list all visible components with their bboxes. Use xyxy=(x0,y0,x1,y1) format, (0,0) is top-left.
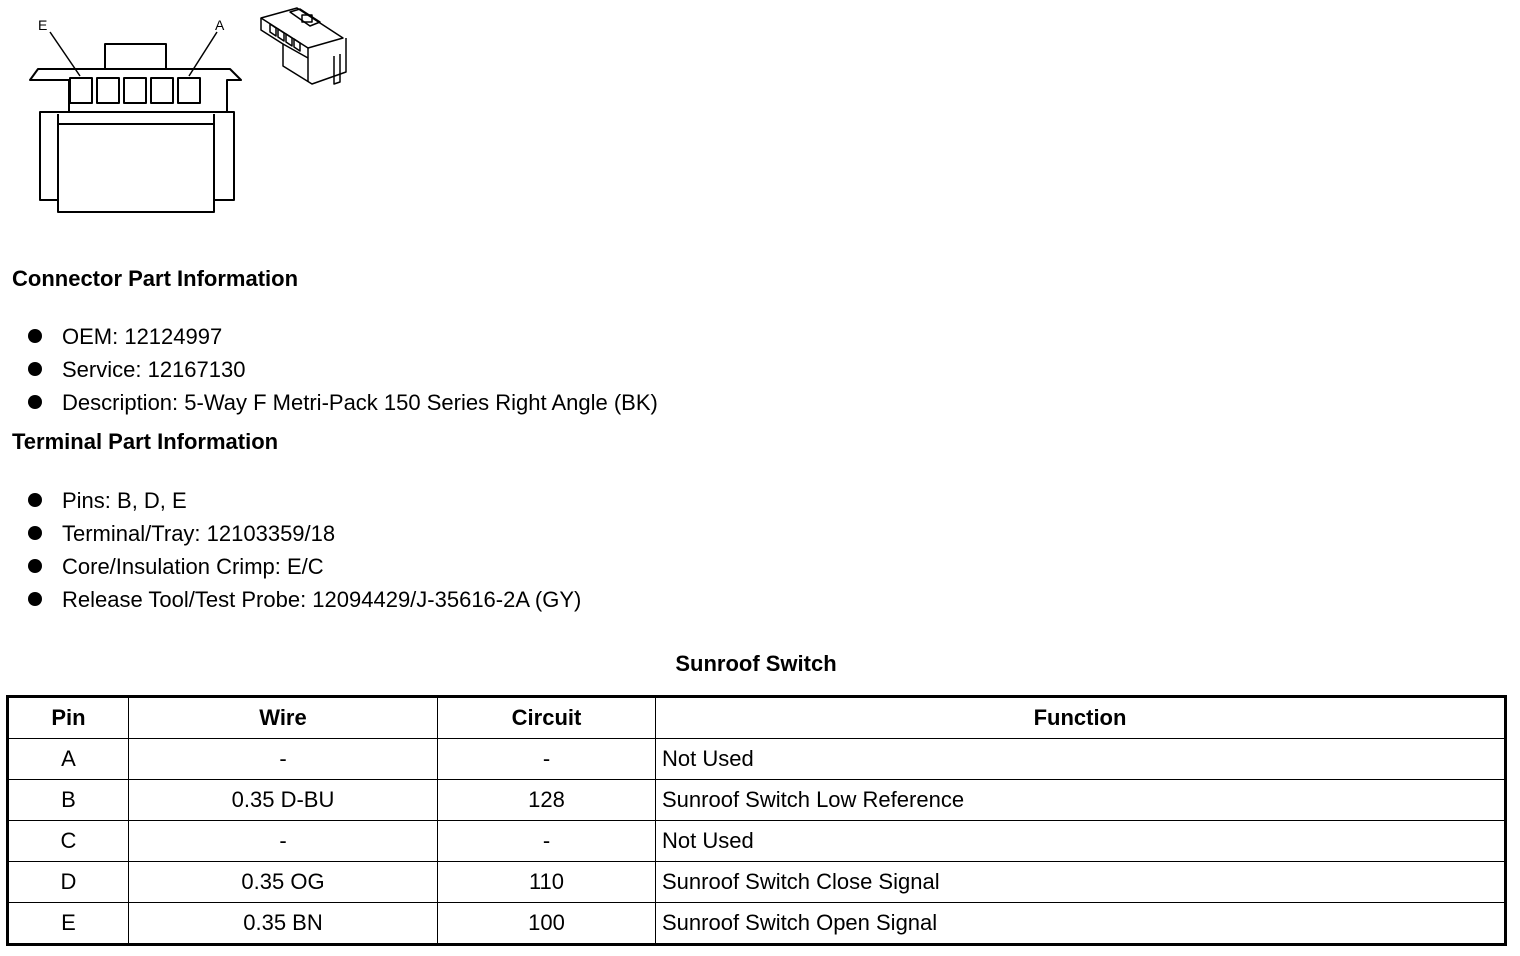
header-pin: Pin xyxy=(8,697,129,739)
connector-part-info-list xyxy=(28,320,658,419)
pin-cell: A xyxy=(8,739,129,780)
function-cell: Sunroof Switch Open Signal xyxy=(656,903,1506,945)
table-row xyxy=(8,862,1506,903)
connector-part-info-heading: Connector Part Information xyxy=(12,266,299,291)
connector-face-view xyxy=(30,32,241,212)
table-row xyxy=(8,739,1506,780)
description-text: Description: 5-Way F Metri-Pack 150 Series Right Angle (BK) xyxy=(62,390,658,415)
label-a: A xyxy=(215,17,225,33)
pin-cavity-c xyxy=(124,78,146,103)
crimp-text: Core/Insulation Crimp: E/C xyxy=(62,554,324,579)
bullet-icon xyxy=(28,329,42,343)
wire-cell: 0.35 OG xyxy=(129,862,438,903)
bullet-icon xyxy=(28,362,42,376)
table-row xyxy=(8,903,1506,945)
function-cell: Sunroof Switch Low Reference xyxy=(656,780,1506,821)
wire-cell: - xyxy=(129,739,438,780)
circuit-cell: 100 xyxy=(438,903,656,945)
circuit-cell: 128 xyxy=(438,780,656,821)
pinout-table xyxy=(6,695,1507,946)
release-tool-text: Release Tool/Test Probe: 12094429/J-35616-2A (GY) xyxy=(62,587,582,612)
circuit-cell: - xyxy=(438,821,656,862)
bullet-icon xyxy=(28,592,42,606)
pin-cavity-a xyxy=(178,78,200,103)
list-item xyxy=(28,353,658,386)
terminal-tray-text: Terminal/Tray: 12103359/18 xyxy=(62,521,336,546)
header-wire: Wire xyxy=(129,697,438,739)
wire-cell: 0.35 D-BU xyxy=(129,780,438,821)
function-cell: Not Used xyxy=(656,739,1506,780)
pin-cell: B xyxy=(8,780,129,821)
list-item xyxy=(28,320,658,353)
circuit-cell: - xyxy=(438,739,656,780)
function-cell: Not Used xyxy=(656,821,1506,862)
service-text: Service: 12167130 xyxy=(62,357,246,382)
terminal-part-info-list xyxy=(28,484,581,616)
pin-cavity-b xyxy=(151,78,173,103)
wire-cell: - xyxy=(129,821,438,862)
pin-cell: D xyxy=(8,862,129,903)
connector-isometric-view xyxy=(261,8,346,84)
list-item xyxy=(28,517,581,550)
wire-cell: 0.35 BN xyxy=(129,903,438,945)
function-cell: Sunroof Switch Close Signal xyxy=(656,862,1506,903)
pin-cavity-e xyxy=(70,78,92,103)
pins-text: Pins: B, D, E xyxy=(62,488,187,513)
bullet-icon xyxy=(28,493,42,507)
bullet-icon xyxy=(28,526,42,540)
list-item xyxy=(28,550,581,583)
oem-text: OEM: 12124997 xyxy=(62,324,223,349)
header-function: Function xyxy=(656,697,1506,739)
pin-cell: E xyxy=(8,903,129,945)
bullet-icon xyxy=(28,395,42,409)
table-row xyxy=(8,780,1506,821)
label-e: E xyxy=(38,17,48,33)
header-circuit: Circuit xyxy=(438,697,656,739)
pin-cavity-d xyxy=(97,78,119,103)
list-item xyxy=(28,583,581,616)
list-item xyxy=(28,484,581,517)
connector-diagram xyxy=(0,0,360,225)
list-item xyxy=(28,386,658,419)
bullet-icon xyxy=(28,559,42,573)
table-row xyxy=(8,821,1506,862)
circuit-cell: 110 xyxy=(438,862,656,903)
pin-cell: C xyxy=(8,821,129,862)
terminal-part-info-heading: Terminal Part Information xyxy=(12,429,279,454)
table-header-row xyxy=(8,697,1506,739)
table-title: Sunroof Switch xyxy=(675,651,837,676)
